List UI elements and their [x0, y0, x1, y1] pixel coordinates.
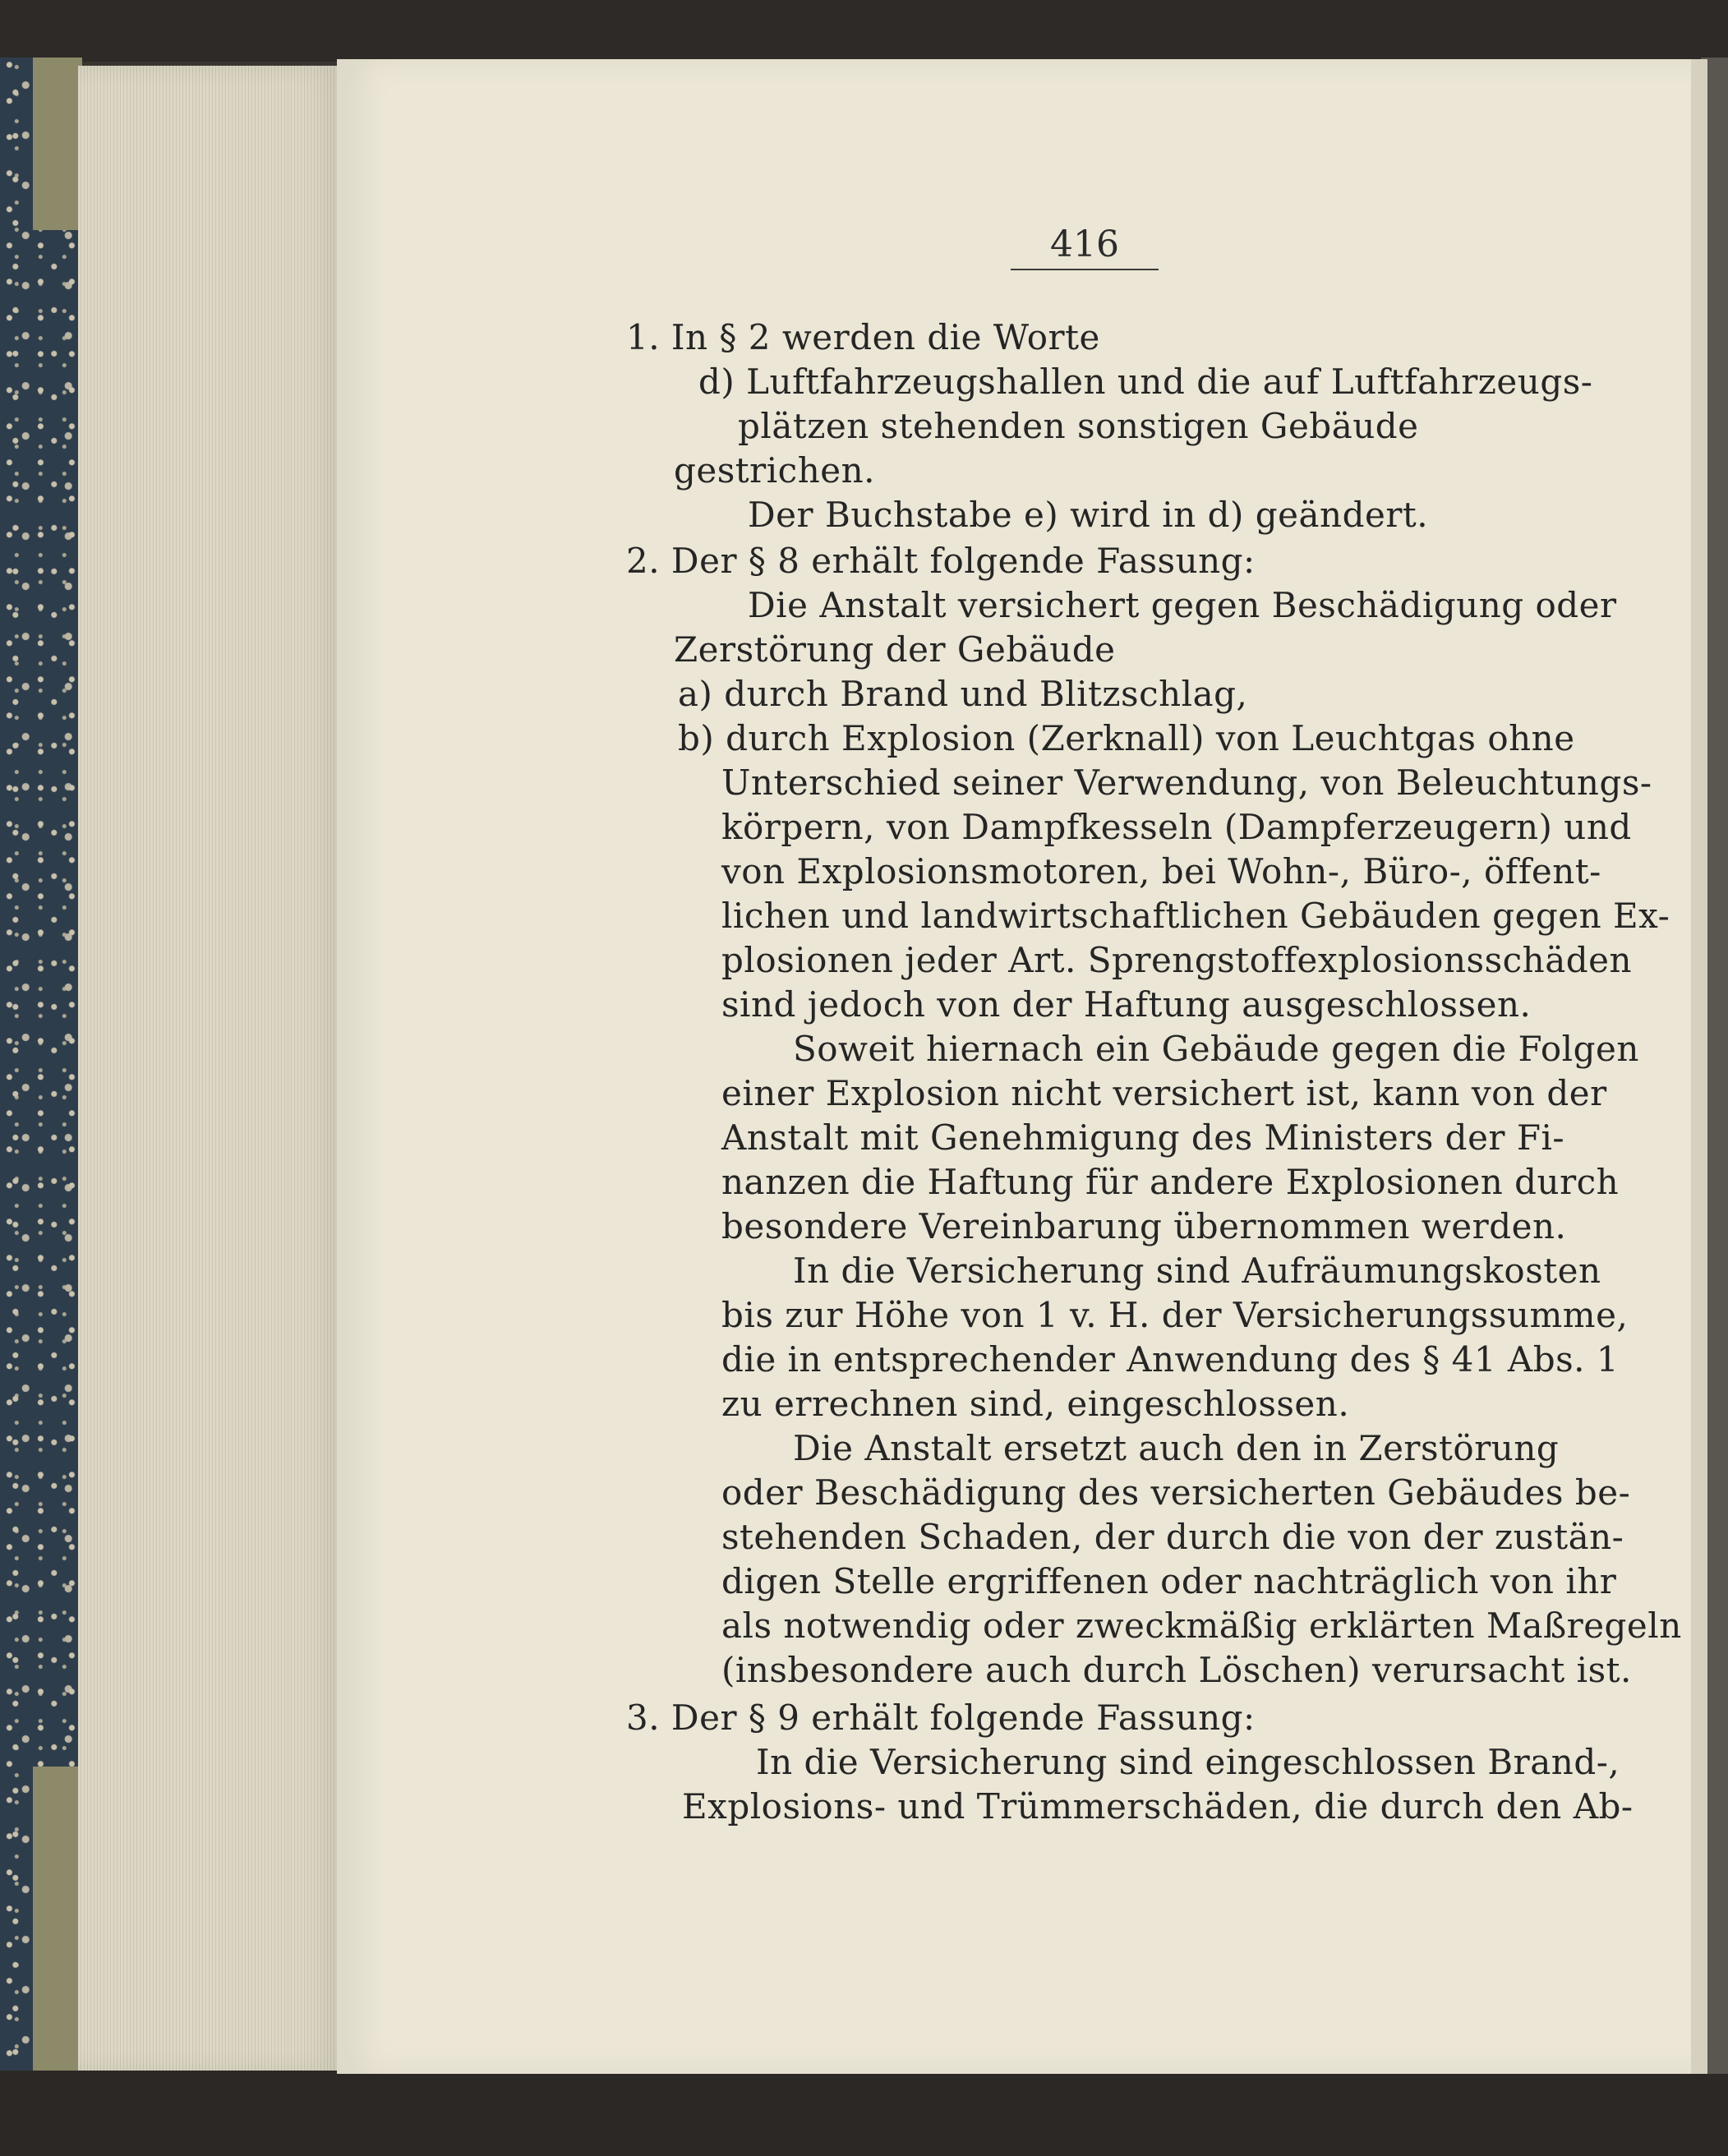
text-line: plätzen stehenden sonstigen Gebäude: [738, 406, 1419, 446]
text-line: Zerstörung der Gebäude: [674, 629, 1116, 670]
cover-corner-bottom: [33, 1767, 82, 2071]
text-line: b) durch Explosion (Zerknall) von Leuchtgas ohne: [678, 718, 1575, 758]
text-line: Die Anstalt ersetzt auch den in Zerstörung: [793, 1428, 1560, 1468]
text-line: als notwendig oder zweckmäßig erklärten Maßregeln: [721, 1605, 1682, 1646]
text-line: gestrichen.: [674, 450, 876, 491]
text-line: Anstalt mit Genehmigung des Ministers der Fi-: [721, 1117, 1565, 1158]
text-line: In die Versicherung sind Aufräumungskosten: [793, 1251, 1601, 1291]
text-line: In die Versicherung sind eingeschlossen Brand-,: [756, 1742, 1620, 1782]
text-line: digen Stelle ergriffenen oder nachträglich von ihr: [721, 1561, 1617, 1601]
scan-bottom-border: [0, 2071, 1728, 2156]
text-line: von Explosionsmotoren, bei Wohn-, Büro-, öffent-: [721, 851, 1601, 891]
page-number-rule: [1011, 269, 1159, 270]
text-line: lichen und landwirtschaftlichen Gebäuden gegen Ex-: [721, 896, 1670, 936]
text-line: Explosions- und Trümmerschäden, die durch den Ab-: [682, 1786, 1634, 1827]
text-line: (insbesondere auch durch Löschen) verursacht ist.: [721, 1650, 1632, 1690]
facing-page-edge: [1691, 59, 1707, 2074]
text-line: einer Explosion nicht versichert ist, kann von der: [721, 1073, 1607, 1113]
text-line: besondere Vereinbarung übernommen werden.: [721, 1206, 1567, 1246]
scan-top-border: [0, 0, 1728, 62]
text-line: bis zur Höhe von 1 v. H. der Versicherungssumme,: [721, 1295, 1629, 1335]
text-line: die in entsprechender Anwendung des § 41 Abs. 1: [721, 1339, 1620, 1380]
text-line: 2. Der § 8 erhält folgende Fassung:: [626, 541, 1256, 581]
page-stack-edge: [78, 66, 341, 2071]
text-line: Soweit hiernach ein Gebäude gegen die Folgen: [793, 1029, 1639, 1069]
text-line: Unterschied seiner Verwendung, von Beleuchtungs-: [721, 762, 1652, 803]
text-line: oder Beschädigung des versicherten Gebäudes be-: [721, 1472, 1631, 1513]
text-line: a) durch Brand und Blitzschlag,: [678, 674, 1248, 714]
text-line: stehenden Schaden, der durch die von der zustän-: [721, 1517, 1624, 1557]
text-line: körpern, von Dampfkesseln (Dampferzeugern) und: [721, 807, 1632, 847]
text-line: 1. In § 2 werden die Worte: [626, 317, 1100, 357]
text-line: d) Luftfahrzeugshallen und die auf Luftfahrzeugs-: [698, 362, 1593, 402]
text-line: Die Anstalt versichert gegen Beschädigung oder: [748, 585, 1617, 625]
text-line: Der Buchstabe e) wird in d) geändert.: [748, 495, 1429, 535]
text-line: plosionen jeder Art. Sprengstoffexplosionsschäden: [721, 940, 1633, 980]
text-line: zu errechnen sind, eingeschlossen.: [721, 1384, 1350, 1424]
text-line: 3. Der § 9 erhält folgende Fassung:: [626, 1698, 1256, 1738]
cover-corner-top: [33, 58, 82, 230]
text-line: nanzen die Haftung für andere Explosionen durch: [721, 1162, 1620, 1202]
text-line: sind jedoch von der Haftung ausgeschlossen.: [721, 984, 1532, 1025]
page-number: 416: [1050, 223, 1119, 265]
